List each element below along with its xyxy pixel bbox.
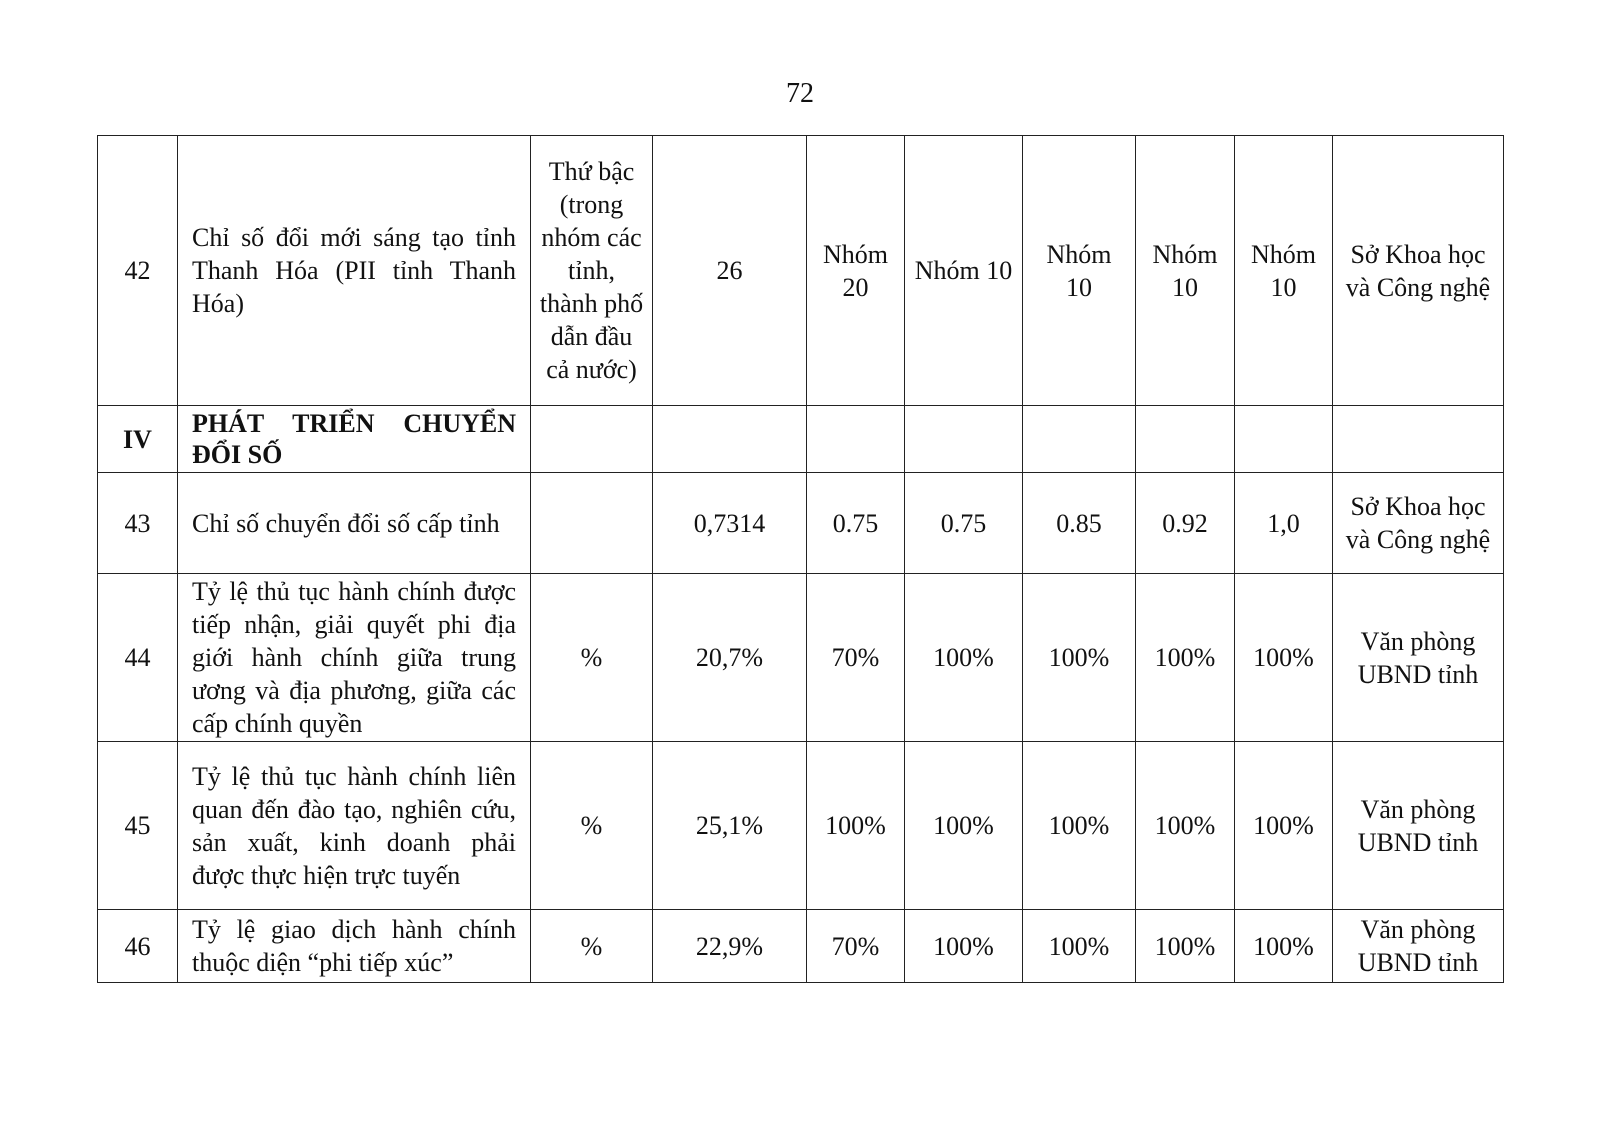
unit-cell	[531, 473, 653, 574]
section-row	[98, 406, 1504, 473]
value-cell: 100%	[905, 742, 1023, 910]
value-cell: 26	[653, 136, 807, 406]
table-row	[98, 574, 1504, 742]
unit-cell: %	[531, 574, 653, 742]
empty-cell	[905, 406, 1023, 473]
empty-cell	[807, 406, 905, 473]
value-cell: 100%	[1136, 742, 1235, 910]
value-cell: 25,1%	[653, 742, 807, 910]
unit-cell: %	[531, 742, 653, 910]
responsible-agency: Văn phòng UBND tỉnh	[1333, 742, 1504, 910]
table-row	[98, 742, 1504, 910]
value-cell: 100%	[1235, 574, 1333, 742]
section-title: PHÁT TRIỂN CHUYỂN ĐỔI SỐ	[178, 406, 531, 473]
value-cell: 20,7%	[653, 574, 807, 742]
empty-cell	[1235, 406, 1333, 473]
value-cell: 100%	[1136, 910, 1235, 983]
value-cell: 0.75	[807, 473, 905, 574]
row-number: 46	[98, 910, 178, 983]
value-cell: 100%	[1023, 910, 1136, 983]
value-cell: 0.75	[905, 473, 1023, 574]
indicator-description: Tỷ lệ thủ tục hành chính liên quan đến đào tạo, nghiên cứu, sản xuất, kinh doanh phải được thực hiện trực tuyến	[178, 742, 531, 910]
value-cell: Nhóm 10	[1023, 136, 1136, 406]
responsible-agency: Sở Khoa học và Công nghệ	[1333, 136, 1504, 406]
value-cell: 100%	[807, 742, 905, 910]
value-cell: 70%	[807, 574, 905, 742]
indicator-description: Chỉ số đổi mới sáng tạo tỉnh Thanh Hóa (PII tỉnh Thanh Hóa)	[178, 136, 531, 406]
value-cell: 0,7314	[653, 473, 807, 574]
empty-cell	[531, 406, 653, 473]
row-number: 45	[98, 742, 178, 910]
responsible-agency: Sở Khoa học và Công nghệ	[1333, 473, 1504, 574]
value-cell: 70%	[807, 910, 905, 983]
empty-cell	[653, 406, 807, 473]
value-cell: 100%	[905, 910, 1023, 983]
row-number: 43	[98, 473, 178, 574]
unit-cell: %	[531, 910, 653, 983]
value-cell: Nhóm 10	[1235, 136, 1333, 406]
empty-cell	[1023, 406, 1136, 473]
section-number: IV	[98, 406, 178, 473]
value-cell: Nhóm 10	[905, 136, 1023, 406]
table-row	[98, 910, 1504, 983]
value-cell: 100%	[1023, 574, 1136, 742]
page-number: 72	[786, 78, 814, 109]
value-cell: Nhóm 10	[1136, 136, 1235, 406]
indicator-description: Tỷ lệ giao dịch hành chính thuộc diện “phi tiếp xúc”	[178, 910, 531, 983]
responsible-agency: Văn phòng UBND tỉnh	[1333, 574, 1504, 742]
value-cell: Nhóm 20	[807, 136, 905, 406]
value-cell: 100%	[1235, 910, 1333, 983]
responsible-agency: Văn phòng UBND tỉnh	[1333, 910, 1504, 983]
table-row	[98, 136, 1504, 406]
value-cell: 100%	[1023, 742, 1136, 910]
empty-cell	[1333, 406, 1504, 473]
indicator-table	[97, 135, 1504, 983]
value-cell: 100%	[905, 574, 1023, 742]
indicator-description: Tỷ lệ thủ tục hành chính được tiếp nhận, giải quyết phi địa giới hành chính giữa trung ương và địa phương, giữa các cấp chính quyền	[178, 574, 531, 742]
empty-cell	[1136, 406, 1235, 473]
row-number: 42	[98, 136, 178, 406]
value-cell: 100%	[1235, 742, 1333, 910]
value-cell: 0.92	[1136, 473, 1235, 574]
value-cell: 1,0	[1235, 473, 1333, 574]
table-row	[98, 473, 1504, 574]
value-cell: 0.85	[1023, 473, 1136, 574]
value-cell: 100%	[1136, 574, 1235, 742]
indicator-description: Chỉ số chuyển đổi số cấp tỉnh	[178, 473, 531, 574]
unit-cell: Thứ bậc (trong nhóm các tỉnh, thành phố dẫn đầu cả nước)	[531, 136, 653, 406]
value-cell: 22,9%	[653, 910, 807, 983]
row-number: 44	[98, 574, 178, 742]
